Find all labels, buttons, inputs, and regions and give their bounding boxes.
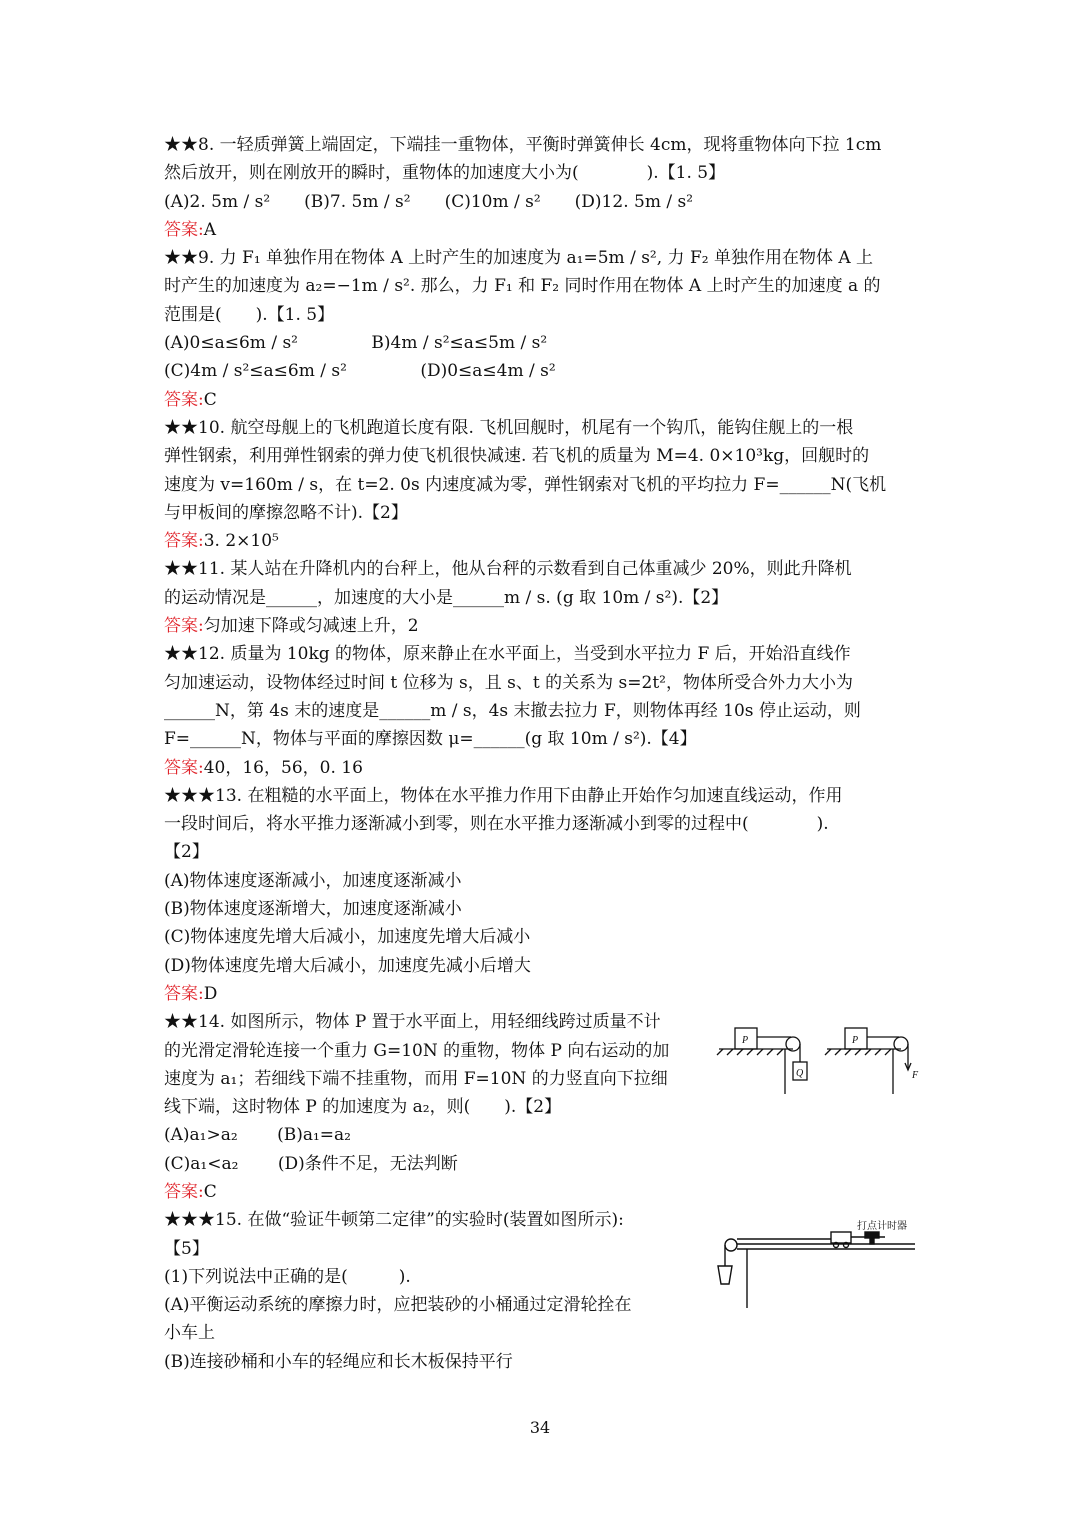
answer-value: 匀加速下降或匀减速上升，2 xyxy=(203,616,419,637)
q10-answer xyxy=(164,527,920,555)
q13-option-b: (B)物体速度逐渐增大，加速度逐渐减小 xyxy=(164,899,462,920)
q12-answer xyxy=(164,754,920,782)
answer-label: 答案: xyxy=(164,616,204,637)
q14-options-2: (C)a₁<a₂ (D)条件不足，无法判断 xyxy=(164,1153,458,1174)
hatch-mark xyxy=(727,1049,733,1055)
answer-label: 答案: xyxy=(164,531,204,552)
q11-line-2: 的运动情况是______，加速度的大小是______m / s. (g 取 10m / s²).【2】 xyxy=(164,587,729,608)
q9-options-2: (C)4m / s²≤a≤6m / s² (D)0≤a≤4m / s² xyxy=(164,361,556,382)
hatch-mark xyxy=(747,1049,753,1055)
q13-option-c: (C)物体速度先增大后减小，加速度先增大后减小 xyxy=(164,927,531,948)
label-q: Q xyxy=(796,1068,804,1079)
q13-line-2: 一段时间后，将水平推力逐渐减小到零，则在水平推力逐渐减小到零的过程中( ). xyxy=(164,814,829,835)
q10-line-1: ★★10. 航空母舰上的飞机跑道长度有限. 飞机回舰时，机尾有一个钩爪，能钩住舰上的一根 xyxy=(164,417,854,438)
answer-label: 答案: xyxy=(164,389,204,410)
q9-answer xyxy=(164,386,920,414)
q14-line-1: ★★14. 如图所示，物体 P 置于水平面上，用轻细线跨过质量不计 xyxy=(164,1012,661,1033)
q12-line-4: F=______N，物体与平面的摩擦因数 μ=______(g 取 10m / s²).【4】 xyxy=(164,729,697,750)
pulley-setup-force xyxy=(825,1028,911,1094)
page-content xyxy=(164,131,920,1376)
hatch-mark xyxy=(885,1049,891,1055)
hatch-mark xyxy=(835,1049,841,1055)
q12-line-3: ______N，第 4s 末的速度是______m / s，4s 末撤去拉力 F，则物体再经 10s 停止运动，则 xyxy=(164,700,861,721)
q15-apparatus-figure xyxy=(715,1218,920,1310)
q9-line-3: 范围是( ).【1. 5】 xyxy=(164,304,335,325)
q11-line-1: ★★11. 某人站在升降机内的台秤上，他从台秤的示数看到自己体重减少 20%，则此升降机 xyxy=(164,559,852,580)
hatch-mark xyxy=(865,1049,871,1055)
q15-line-1: ★★★15. 在做“验证牛顿第二定律”的实验时(装置如图所示): xyxy=(164,1210,624,1231)
q15-line-5: 小车上 xyxy=(164,1323,215,1344)
q10-line-4: 与甲板间的摩擦忽略不计).【2】 xyxy=(164,502,408,523)
q10-line-2: 弹性钢索，利用弹性钢索的弹力使飞机很快减速. 若飞机的质量为 M=4. 0×10³kg，回舰时的 xyxy=(164,446,870,467)
q8-line-2: 然后放开，则在刚放开的瞬时，重物体的加速度大小为( ).【1. 5】 xyxy=(164,163,726,184)
q13-answer xyxy=(164,980,920,1008)
apparatus xyxy=(718,1232,915,1308)
q9-line-1: ★★9. 力 F₁ 单独作用在物体 A 上时产生的加速度为 a₁=5m / s², 力 F₂ 单独作用在物体 A 上 xyxy=(164,248,874,269)
q15-line-2: 【5】 xyxy=(164,1238,209,1259)
q15-line-4: (A)平衡运动系统的摩擦力时，应把装砂的小桶通过定滑轮拴在 xyxy=(164,1295,632,1316)
hatch-mark xyxy=(825,1049,831,1055)
hatch-mark xyxy=(855,1049,861,1055)
q14-pulley-figure xyxy=(715,1018,920,1096)
label-p: P xyxy=(852,1035,859,1046)
q14-line-4: 线下端，这时物体 P 的加速度为 a₂，则( ).【2】 xyxy=(164,1097,562,1118)
q10-line-3: 速度为 v=160m / s，在 t=2. 0s 内速度减为零，弹性钢索对飞机的平均拉力 F=______N(飞机 xyxy=(164,474,887,495)
answer-label: 答案: xyxy=(164,983,204,1004)
q15-line-6: (B)连接砂桶和小车的轻绳应和长木板保持平行 xyxy=(164,1351,513,1372)
hatch-mark xyxy=(875,1049,881,1055)
q15-line-3: (1)下列说法中正确的是( ). xyxy=(164,1266,411,1287)
answer-label: 答案: xyxy=(164,1181,204,1202)
sand-bucket xyxy=(718,1266,732,1284)
answer-value: A xyxy=(203,219,217,240)
answer-value: D xyxy=(203,983,218,1004)
q12-line-2: 匀加速运动，设物体经过时间 t 位移为 s，且 s、t 的关系为 s=2t²，物体所受合外力大小为 xyxy=(164,672,853,693)
q11-answer xyxy=(164,612,920,640)
timer-label: 打点计时器 xyxy=(857,1221,907,1232)
timer-base xyxy=(870,1238,874,1244)
pulley xyxy=(725,1239,737,1251)
q13-line-1: ★★★13. 在粗糙的水平面上，物体在水平推力作用下由静止开始作匀加速直线运动，作用 xyxy=(164,785,843,806)
hatch-mark xyxy=(737,1049,743,1055)
q13-line-3: 【2】 xyxy=(164,842,209,863)
answer-value: C xyxy=(203,1181,217,1202)
hatch-mark xyxy=(777,1049,783,1055)
timer-top xyxy=(865,1232,879,1238)
hatch-mark xyxy=(767,1049,773,1055)
q14-options-1: (A)a₁>a₂ (B)a₁=a₂ xyxy=(164,1125,351,1146)
answer-value: C xyxy=(203,389,217,410)
q13-option-d: (D)物体速度先增大后减小，加速度先减小后增大 xyxy=(164,955,531,976)
answer-label: 答案: xyxy=(164,757,204,778)
q9-options-1: (A)0≤a≤6m / s² B)4m / s²≤a≤5m / s² xyxy=(164,333,548,354)
page-number: 34 xyxy=(529,1418,551,1437)
hatch-mark xyxy=(717,1049,723,1055)
q8-options: (A)2. 5m / s² (B)7. 5m / s² (C)10m / s² (D)12. 5m / s² xyxy=(164,191,694,212)
cart xyxy=(831,1232,851,1243)
hatch-mark xyxy=(757,1049,763,1055)
hatch-mark xyxy=(845,1049,851,1055)
answer-label: 答案: xyxy=(164,219,204,240)
q8-line-1: ★★8. 一轻质弹簧上端固定，下端挂一重物体，平衡时弹簧伸长 4cm，现将重物体向下拉 1cm xyxy=(164,135,882,155)
answer-value: 3. 2×10⁵ xyxy=(203,531,279,552)
q8-answer xyxy=(164,216,920,244)
pulley-setup-hanging-weight xyxy=(717,1028,807,1094)
label-p: P xyxy=(742,1035,749,1046)
q14-answer xyxy=(164,1178,920,1206)
label-f: F xyxy=(912,1070,919,1081)
q14-line-2: 的光滑定滑轮连接一个重力 G=10N 的重物，物体 P 向右运动的加 xyxy=(164,1040,670,1061)
q14-line-3: 速度为 a₁；若细线下端不挂重物，而用 F=10N 的力竖直向下拉细 xyxy=(164,1068,668,1089)
answer-value: 40，16，56，0. 16 xyxy=(203,757,363,778)
q12-line-1: ★★12. 质量为 10kg 的物体，原来静止在水平面上，当受到水平拉力 F 后，开始沿直线作 xyxy=(164,644,851,665)
q9-line-2: 时产生的加速度为 a₂=−1m / s². 那么，力 F₁ 和 F₂ 同时作用在物体 A 上时产生的加速度 a 的 xyxy=(164,276,881,297)
q13-option-a: (A)物体速度逐渐减小，加速度逐渐减小 xyxy=(164,870,462,891)
